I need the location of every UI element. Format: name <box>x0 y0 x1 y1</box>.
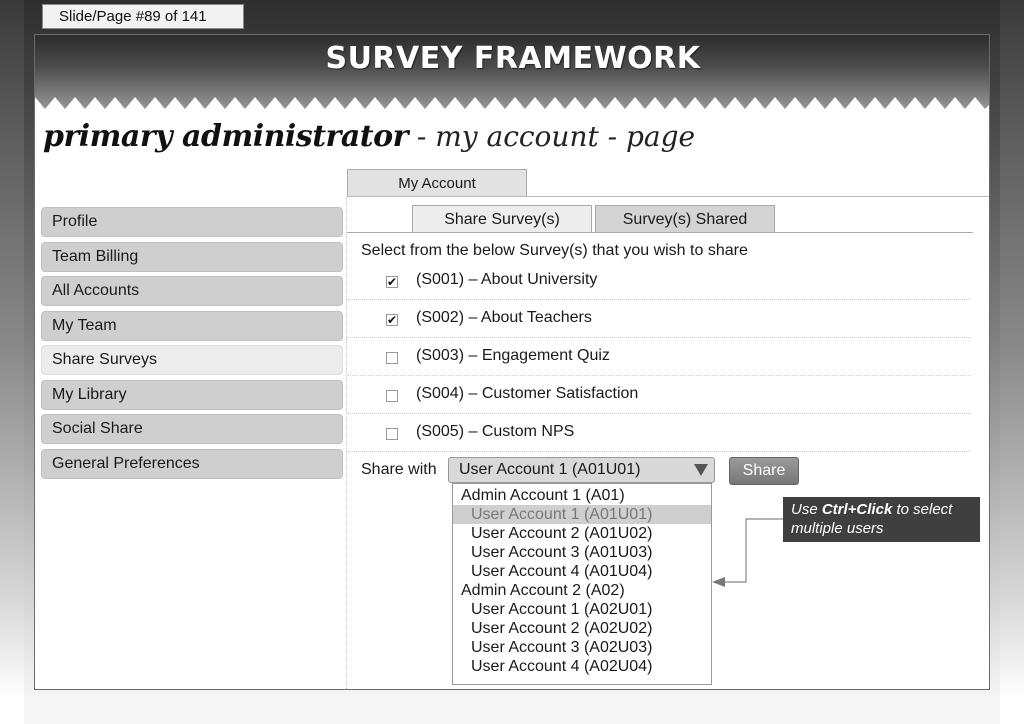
sidebar-item-team-billing[interactable]: Team Billing <box>41 242 343 272</box>
tab-divider <box>347 196 990 197</box>
sidebar-item-my-library[interactable]: My Library <box>41 380 343 410</box>
tooltip-suffix: to select multiple users <box>791 501 953 537</box>
survey-checkbox[interactable] <box>386 390 398 402</box>
sidebar <box>41 207 343 483</box>
share-instruction: Select from the below Survey(s) that you wish to share <box>361 242 748 259</box>
dropdown-option[interactable]: User Account 3 (A02U03) <box>471 639 653 656</box>
tab-share-surveys[interactable]: Share Survey(s) <box>412 205 592 233</box>
subtab-divider <box>347 232 973 233</box>
slide-counter: Slide/Page #89 of 141 <box>42 4 244 29</box>
dropdown-option[interactable]: User Account 1 (A01U01) <box>453 505 711 524</box>
dropdown-group-admin-2: Admin Account 2 (A02) <box>461 582 625 599</box>
share-with-select[interactable] <box>448 457 715 483</box>
dropdown-option[interactable]: User Account 4 (A02U04) <box>471 658 653 675</box>
tab-my-account[interactable]: My Account <box>347 169 527 197</box>
list-item <box>347 414 971 452</box>
dropdown-arrow-icon[interactable] <box>694 464 708 476</box>
sidebar-item-profile[interactable]: Profile <box>41 207 343 237</box>
tooltip-connector-arrow <box>711 505 791 595</box>
dropdown-option[interactable]: User Account 3 (A01U03) <box>471 544 653 561</box>
survey-label: (S003) – Engagement Quiz <box>416 347 610 364</box>
share-with-selected-value: User Account 1 (A01U01) <box>459 461 641 478</box>
dropdown-option[interactable]: User Account 2 (A02U02) <box>471 620 653 637</box>
list-item <box>347 376 971 414</box>
dropdown-option[interactable]: User Account 2 (A01U02) <box>471 525 653 542</box>
sidebar-item-my-team[interactable]: My Team <box>41 311 343 341</box>
dropdown-group-admin-1: Admin Account 1 (A01) <box>461 487 625 504</box>
app-frame <box>34 34 990 690</box>
survey-checkbox[interactable]: ✔ <box>387 313 398 327</box>
survey-list <box>347 262 971 452</box>
tooltip-shortcut: Ctrl+Click <box>821 501 893 518</box>
sidebar-item-social-share[interactable]: Social Share <box>41 414 343 444</box>
sidebar-item-all-accounts[interactable]: All Accounts <box>41 276 343 306</box>
list-item <box>347 262 971 300</box>
list-item <box>347 300 971 338</box>
share-button[interactable]: Share <box>729 457 799 485</box>
survey-checkbox[interactable] <box>386 352 398 364</box>
sidebar-item-general-preferences[interactable]: General Preferences <box>41 449 343 479</box>
survey-label: (S001) – About University <box>416 271 598 288</box>
banner-title: SURVEY FRAMEWORK <box>325 41 701 76</box>
sidebar-item-share-surveys[interactable]: Share Surveys <box>41 345 343 375</box>
survey-label: (S002) – About Teachers <box>416 309 592 326</box>
page-heading-role: primary administrator <box>43 119 408 154</box>
banner-zigzag-edge <box>35 93 990 113</box>
survey-checkbox[interactable] <box>386 428 398 440</box>
survey-checkbox[interactable]: ✔ <box>387 275 398 289</box>
dropdown-option[interactable]: User Account 1 (A02U01) <box>471 601 653 618</box>
tab-surveys-shared[interactable]: Survey(s) Shared <box>595 205 775 233</box>
page-heading-page: - my account - page <box>407 120 696 153</box>
page-heading <box>43 119 695 154</box>
share-with-label: Share with <box>361 461 437 478</box>
dropdown-option[interactable]: User Account 4 (A01U04) <box>471 563 653 580</box>
ctrl-click-tooltip <box>783 497 980 542</box>
list-item <box>347 338 971 376</box>
survey-label: (S004) – Customer Satisfaction <box>416 385 639 402</box>
tooltip-prefix: Use <box>791 501 822 518</box>
survey-label: (S005) – Custom NPS <box>416 423 575 440</box>
account-dropdown-list <box>452 483 712 685</box>
